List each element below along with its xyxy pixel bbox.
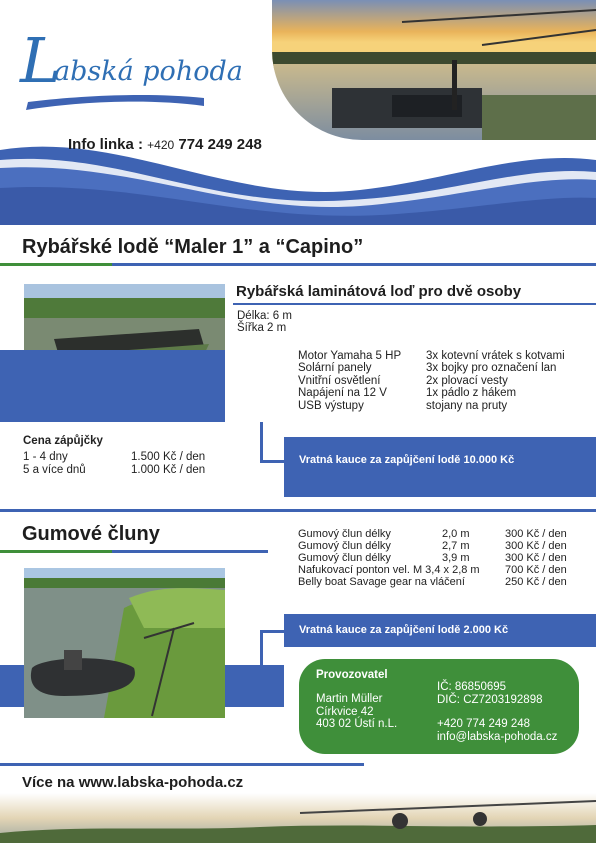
price-title: Cena zápůjčky <box>23 435 103 447</box>
item-name: Gumový člun délky <box>298 528 391 540</box>
item-name: Gumový člun délky <box>298 540 391 552</box>
section2-panel-mid <box>218 665 284 707</box>
feature-item: 1x pádlo z hákem <box>426 387 517 400</box>
features-right <box>426 350 565 412</box>
item-size: 3,9 m <box>442 552 470 564</box>
feature-item: Solární panely <box>298 362 372 375</box>
item-name: Gumový člun délky <box>298 552 391 564</box>
section1-rule-green <box>0 263 112 266</box>
table-row <box>298 528 567 540</box>
boat-dimensions <box>237 310 292 335</box>
price-value: 1.500 Kč / den <box>131 451 206 464</box>
feature-item: Motor Yamaha 5 HP <box>298 350 402 362</box>
operator-contact <box>437 718 557 743</box>
logo-letter: L <box>20 24 62 97</box>
item-price: 700 Kč / den <box>505 564 567 576</box>
item-price: 300 Kč / den <box>505 528 567 540</box>
dinghy-photo <box>24 568 225 718</box>
operator-dic: DIČ: CZ7203192898 <box>437 693 543 706</box>
operator-card <box>299 659 579 754</box>
price-period: 5 a více dnů <box>23 463 86 476</box>
operator-phone[interactable]: +420 774 249 248 <box>437 718 531 730</box>
section2-rule-blue <box>112 550 268 553</box>
feature-item: 2x plovací vesty <box>426 374 508 387</box>
item-size: 2,7 m <box>442 540 470 552</box>
section1-panel-right-bg <box>225 350 295 422</box>
section1-subtitle-rule <box>233 303 596 305</box>
rental-table <box>298 528 567 588</box>
section1-bracket <box>260 422 287 463</box>
operator-ids <box>437 681 542 706</box>
table-row <box>298 540 567 552</box>
table-row <box>298 564 567 576</box>
price-value: 1.000 Kč / den <box>131 463 206 476</box>
price-block <box>23 435 206 476</box>
footer-text[interactable]: Více na www.labska-pohoda.cz <box>22 774 244 791</box>
section2-rule-green <box>0 550 112 553</box>
header <box>0 0 596 225</box>
operator-address <box>316 693 397 731</box>
info-number[interactable]: 774 249 248 <box>178 136 262 153</box>
operator-name: Martin Müller <box>316 693 383 705</box>
features-left <box>298 350 401 412</box>
logo-text: abská pohoda <box>54 56 243 87</box>
info-prefix: +420 <box>147 138 175 152</box>
operator-title: Provozovatel <box>316 669 388 681</box>
item-price: 300 Kč / den <box>505 540 567 552</box>
feature-item: 3x bojky pro označení lan <box>426 362 557 375</box>
boat-width: Šířka 2 m <box>237 322 287 335</box>
header-photo <box>272 0 596 140</box>
inflatable-boat-illustration <box>24 568 225 718</box>
feature-item: 3x kotevní vrátek s kotvami <box>426 350 565 362</box>
footer-rule <box>0 763 364 766</box>
item-price: 250 Kč / den <box>505 576 567 588</box>
section2-deposit <box>284 614 596 647</box>
logo <box>16 24 243 112</box>
section2-bracket <box>260 630 287 670</box>
table-row <box>298 552 567 564</box>
item-name: Belly boat Savage gear na vláčení <box>298 576 465 588</box>
footer-photo <box>0 793 596 843</box>
operator-email[interactable]: info@labska-pohoda.cz <box>437 730 558 743</box>
feature-item: stojany na pruty <box>426 399 508 412</box>
feature-item: USB výstupy <box>298 399 364 412</box>
info-label: Info linka : <box>68 136 143 153</box>
operator-city: 403 02 Ústí n.L. <box>316 718 398 731</box>
operator-ico: IČ: 86850695 <box>437 681 507 693</box>
sunset-lake-illustration <box>272 0 596 140</box>
section1-deposit-text: Vratná kauce za zapůjčení lodě 10.000 Kč <box>299 454 515 466</box>
boat-length: Délka: 6 m <box>237 310 292 322</box>
section1-deposit <box>284 437 596 497</box>
feature-item: Napájení na 12 V <box>298 387 387 400</box>
table-row <box>298 576 567 588</box>
section1-subtitle: Rybářská laminátová loď pro dvě osoby <box>236 283 522 300</box>
item-price: 300 Kč / den <box>505 552 567 564</box>
operator-street: Církvice 42 <box>316 705 374 718</box>
item-name: Nafukovací ponton vel. M 3,4 x 2,8 m <box>298 564 480 576</box>
price-period: 1 - 4 dny <box>23 451 68 464</box>
section2-rule-top <box>0 509 596 512</box>
info-line <box>68 136 262 153</box>
section2-deposit-text: Vratná kauce za zapůjčení lodě 2.000 Kč <box>299 624 509 636</box>
section1-panel-left <box>0 350 263 422</box>
section1-title: Rybářské lodě “Maler 1” a “Capino” <box>22 236 364 258</box>
footer-landscape-illustration <box>0 793 596 843</box>
feature-item: Vnitřní osvětlení <box>298 374 381 387</box>
section2-title: Gumové čluny <box>22 523 160 545</box>
item-size: 2,0 m <box>442 528 470 540</box>
